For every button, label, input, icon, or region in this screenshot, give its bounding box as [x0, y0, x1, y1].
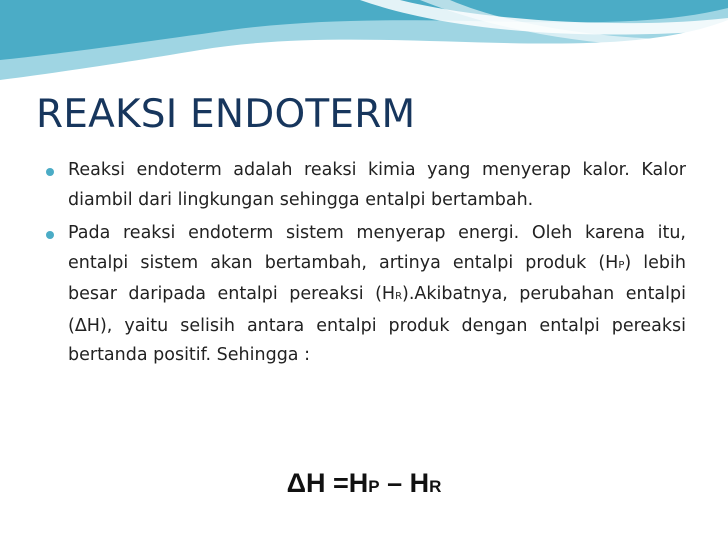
subscript-r: R: [395, 291, 403, 302]
bullet-list: [46, 156, 686, 375]
bullet-text: Reaksi endoterm adalah reaksi kimia yang menyerap kalor. Kalor diambil dari lingkungan sehingga entalpi bertambah.: [68, 160, 686, 210]
bullet-item: [46, 219, 686, 371]
bullet-text-part2: ) lebih besar daripada entalpi pereaksi (H: [68, 252, 686, 304]
slide-title: REAKSI ENDOTERM: [36, 92, 416, 137]
header-wave-decoration: [0, 0, 728, 90]
bullet-icon: [46, 231, 54, 239]
enthalpy-formula: [0, 468, 728, 499]
formula-sub-p: P: [368, 477, 380, 496]
formula-mid: – H: [379, 468, 430, 498]
bullet-icon: [46, 168, 54, 176]
bullet-item: [46, 156, 686, 215]
bullet-text-part1: Pada reaksi endoterm sistem menyerap energi. Oleh karena itu, entalpi sistem akan bertambah, artinya entalpi produk (H: [68, 223, 686, 273]
formula-lhs: ΔH =H: [286, 468, 369, 498]
subscript-p: P: [618, 259, 625, 271]
bullet-text-part3: ).Akibatnya, perubahan entalpi (ΔH), yaitu selisih antara entalpi produk dengan entalpi pereaksi bertanda positif. Sehingga :: [68, 284, 686, 365]
formula-sub-r: R: [429, 477, 442, 496]
